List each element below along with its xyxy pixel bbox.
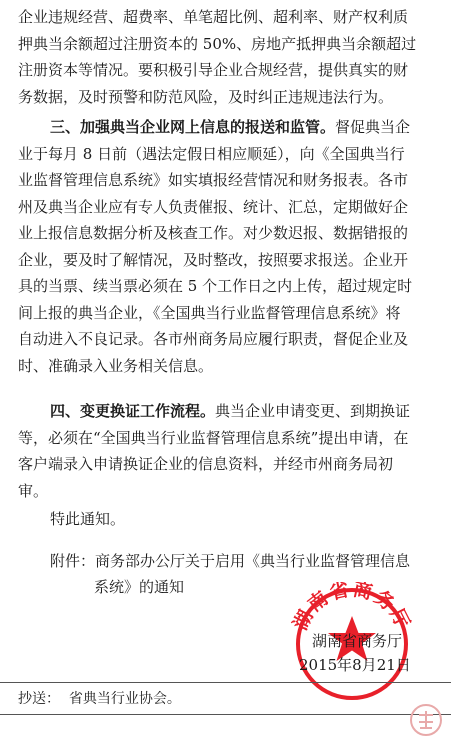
text-run: 典当企业申请变更、到期换证 bbox=[215, 402, 411, 420]
signature-org: 湖南省商务厅 bbox=[312, 632, 403, 650]
text-line bbox=[18, 114, 438, 141]
text-line: 间上报的典当企业，《全国典当行业监督管理信息系统》将 bbox=[18, 303, 401, 322]
paragraph-section-3 bbox=[18, 114, 438, 379]
text-line: 具的当票、续当票必须在 5 个工作日之内上传，超过规定时 bbox=[18, 277, 413, 295]
text-line: 时、准确录入业务相关信息。 bbox=[18, 356, 214, 375]
notice-paragraph bbox=[18, 506, 438, 533]
watermark-logo-icon bbox=[409, 703, 443, 737]
text-line: 押典当余额超过注册资本的 50%、房地产抵押典当余额超过 bbox=[18, 34, 417, 53]
text-line: 业上报信息数据分析及核查工作。对少数迟报、数据错报的 bbox=[18, 224, 409, 242]
cc-label: 抄送： bbox=[18, 691, 60, 707]
text-line: 审。 bbox=[18, 481, 49, 500]
text-line: 客户端录入申请换证企业的信息资料，并经市州商务局初 bbox=[18, 455, 394, 473]
text-line: 等，必须在“全国典当行业监督管理信息系统”提出申请，在 bbox=[18, 428, 409, 447]
attachment-label: 附件： bbox=[50, 552, 96, 570]
attachment-title: 商务部办公厅关于启用《典当行业监督管理信息 bbox=[95, 552, 411, 570]
section-heading-3: 三、加强典当企业网上信息的报送和监管。 bbox=[50, 118, 336, 136]
section-heading-4: 四、变更换证工作流程。 bbox=[50, 402, 216, 420]
attachment-line-1 bbox=[50, 548, 410, 574]
text-line: 自动进入不良记录。各市州商务局应履行职责，督促企业及 bbox=[18, 330, 409, 348]
signature-date: 2015年8月21日 bbox=[299, 656, 411, 674]
text-line: 州及典当企业应有专人负责催报、统计、汇总，定期做好企 bbox=[18, 197, 409, 216]
text-line: 业于每月 8 日前（遇法定假日相应顺延），向《全国典当行 bbox=[18, 144, 405, 163]
cc-top-rule bbox=[0, 682, 451, 683]
text-line bbox=[18, 398, 438, 425]
text-line: 企业，要及时了解情况，及时整改，按照要求报送。企业开 bbox=[18, 250, 409, 269]
text-line: 注册资本等情况。要积极引导企业合规经营，提供真实的财 bbox=[18, 61, 409, 79]
seal-text: 湖南省商务厅 bbox=[289, 582, 415, 634]
cc-bottom-rule bbox=[0, 714, 451, 715]
attachment-line-2: 系统》的通知 bbox=[94, 578, 185, 596]
cc-recipient: 省典当行业协会。 bbox=[68, 691, 181, 707]
text-line: 务数据，及时预警和防范风险，及时纠正违规违法行为。 bbox=[18, 87, 394, 106]
text-line: 业监督管理信息系统》如实填报经营情况和财务报表。各市 bbox=[18, 171, 409, 189]
text-line: 企业违规经营、超费率、单笔超比例、超利率、财产权利质 bbox=[18, 8, 409, 26]
paragraph-section-4 bbox=[18, 398, 438, 504]
notice-text: 特此通知。 bbox=[50, 510, 126, 528]
paragraph-0 bbox=[18, 4, 438, 110]
cc-line bbox=[18, 686, 181, 712]
text-run: 督促典当企 bbox=[335, 118, 411, 136]
